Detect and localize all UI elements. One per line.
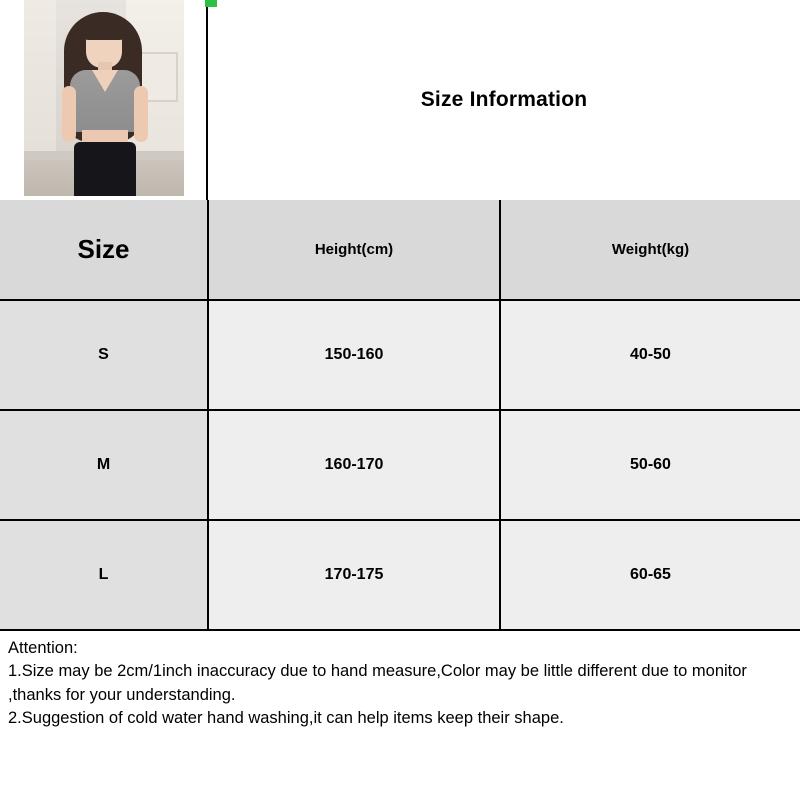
model-arm-right xyxy=(134,86,148,142)
header-cell-height: Height(cm) xyxy=(208,200,500,300)
title-cell xyxy=(208,0,800,200)
table-row xyxy=(0,410,800,520)
attention-note-2: 2.Suggestion of cold water hand washing,it can help items keep their shape. xyxy=(8,709,564,728)
table-header-row xyxy=(0,200,800,300)
cell-size: M xyxy=(0,410,208,520)
cell-height: 150-160 xyxy=(208,300,500,410)
model-arm-left xyxy=(62,86,76,142)
cell-size: L xyxy=(0,520,208,630)
table-row xyxy=(0,520,800,630)
cell-size: S xyxy=(0,300,208,410)
model-hair-front xyxy=(82,16,126,40)
cell-height: 170-175 xyxy=(208,520,500,630)
model-photo xyxy=(24,0,184,196)
header-cell-size: Size xyxy=(0,200,208,300)
model-pants xyxy=(74,142,136,196)
cell-weight: 50-60 xyxy=(500,410,800,520)
green-artifact-marker xyxy=(205,0,217,7)
size-table xyxy=(0,200,800,631)
cell-weight: 40-50 xyxy=(500,300,800,410)
header-band xyxy=(0,0,800,200)
table-row xyxy=(0,300,800,410)
product-photo-cell xyxy=(0,0,208,200)
cell-height: 160-170 xyxy=(208,410,500,520)
attention-note-1: 1.Size may be 2cm/1inch inaccuracy due to hand measure,Color may be little different due to monitor ,thanks for your understanding. xyxy=(8,662,747,704)
attention-heading: Attention: xyxy=(8,639,78,657)
cell-weight: 60-65 xyxy=(500,520,800,630)
header-cell-weight: Weight(kg) xyxy=(500,200,800,300)
page-title: Size Information xyxy=(420,88,588,111)
attention-block xyxy=(0,631,800,731)
